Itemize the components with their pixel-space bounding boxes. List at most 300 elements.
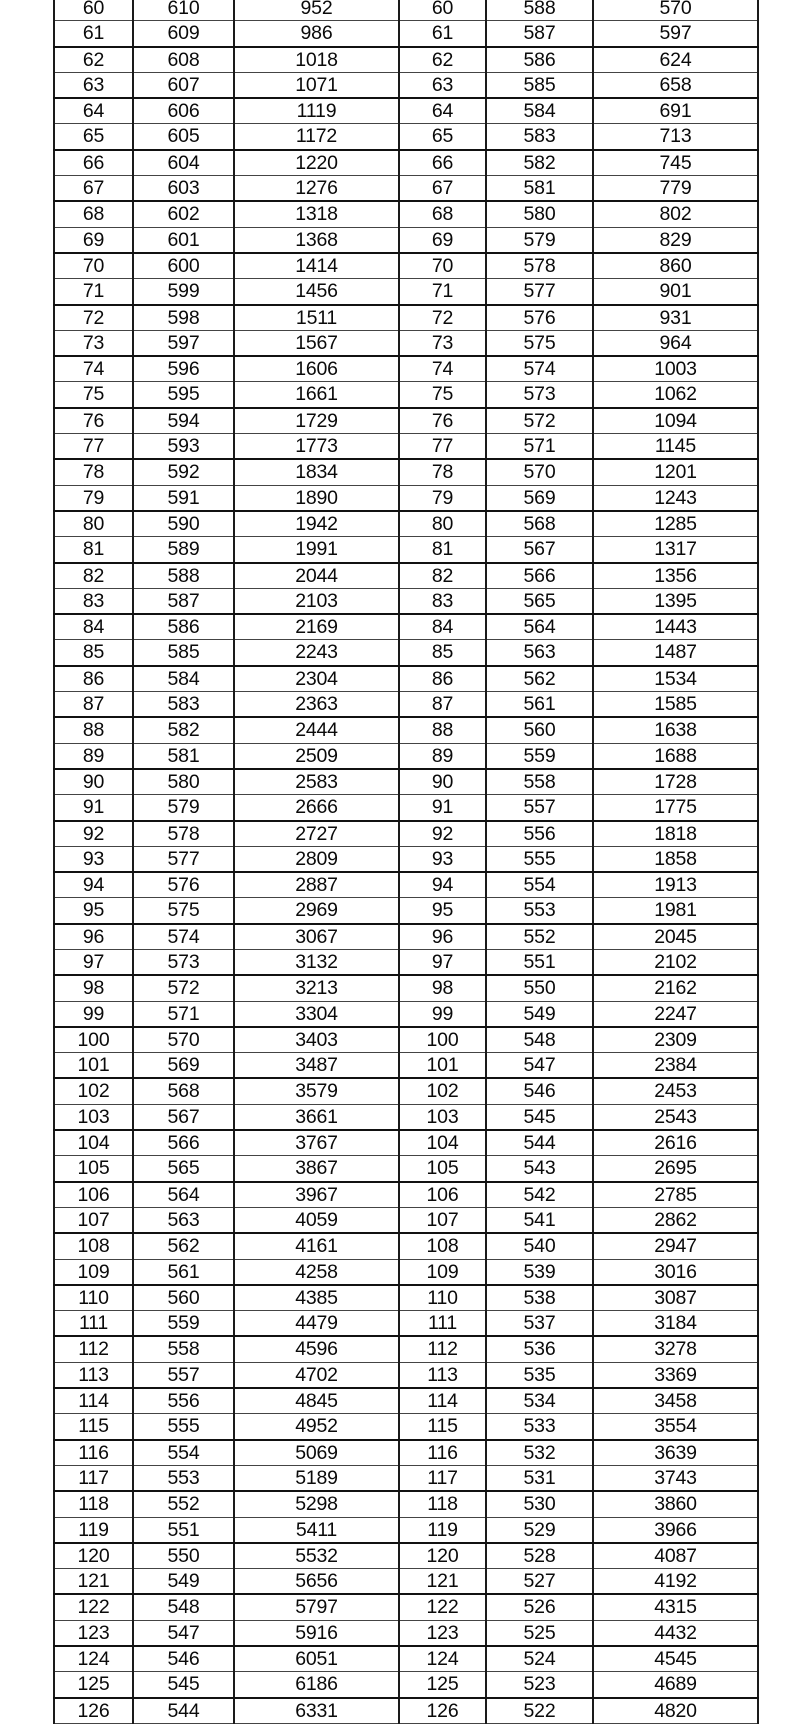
cell-score_left: 548 xyxy=(133,1594,234,1620)
cell-cumulative_right: 624 xyxy=(593,47,758,73)
cell-rank_right: 104 xyxy=(399,1130,486,1156)
cell-rank_left: 117 xyxy=(54,1465,133,1491)
cell-rank_left: 106 xyxy=(54,1182,133,1208)
table-row xyxy=(54,1027,758,1053)
cell-rank_right: 112 xyxy=(399,1336,486,1362)
cell-rank_left: 110 xyxy=(54,1285,133,1311)
table-row xyxy=(54,666,758,692)
cell-cumulative_right: 2453 xyxy=(593,1078,758,1104)
cell-rank_right: 83 xyxy=(399,588,486,614)
table-row xyxy=(54,1362,758,1388)
cell-rank_left: 71 xyxy=(54,279,133,305)
cell-score_right: 556 xyxy=(486,821,593,847)
cell-cumulative_right: 658 xyxy=(593,72,758,98)
table-row xyxy=(54,949,758,975)
cell-rank_left: 102 xyxy=(54,1078,133,1104)
cell-cumulative_right: 1858 xyxy=(593,846,758,872)
cell-rank_left: 81 xyxy=(54,537,133,563)
cell-rank_right: 126 xyxy=(399,1698,486,1724)
cell-score_right: 567 xyxy=(486,537,593,563)
cell-cumulative_right: 1775 xyxy=(593,795,758,821)
cell-score_right: 574 xyxy=(486,356,593,382)
cell-rank_right: 122 xyxy=(399,1594,486,1620)
table-row xyxy=(54,21,758,47)
cell-rank_right: 86 xyxy=(399,666,486,692)
cell-cumulative_right: 1443 xyxy=(593,614,758,640)
cell-cumulative_left: 2509 xyxy=(234,743,399,769)
cell-score_left: 563 xyxy=(133,1207,234,1233)
cell-rank_right: 105 xyxy=(399,1156,486,1182)
cell-rank_right: 79 xyxy=(399,485,486,511)
cell-rank_right: 78 xyxy=(399,459,486,485)
cell-rank_right: 63 xyxy=(399,72,486,98)
cell-rank_left: 89 xyxy=(54,743,133,769)
cell-score_left: 569 xyxy=(133,1053,234,1079)
cell-score_left: 581 xyxy=(133,743,234,769)
cell-score_right: 530 xyxy=(486,1491,593,1517)
cell-cumulative_right: 2102 xyxy=(593,949,758,975)
table-row xyxy=(54,124,758,150)
table-row xyxy=(54,1285,758,1311)
cell-rank_left: 79 xyxy=(54,485,133,511)
cell-score_left: 586 xyxy=(133,614,234,640)
cell-rank_left: 116 xyxy=(54,1440,133,1466)
cell-cumulative_left: 5797 xyxy=(234,1594,399,1620)
cell-rank_right: 73 xyxy=(399,330,486,356)
cell-rank_right: 80 xyxy=(399,511,486,537)
table-row xyxy=(54,356,758,382)
cell-score_right: 575 xyxy=(486,330,593,356)
cell-cumulative_right: 745 xyxy=(593,150,758,176)
cell-score_left: 547 xyxy=(133,1620,234,1646)
table-row xyxy=(54,150,758,176)
cell-cumulative_right: 1534 xyxy=(593,666,758,692)
cell-cumulative_right: 570 xyxy=(593,0,758,21)
table-row xyxy=(54,821,758,847)
cell-rank_right: 119 xyxy=(399,1517,486,1543)
cell-cumulative_right: 3966 xyxy=(593,1517,758,1543)
cell-rank_right: 96 xyxy=(399,924,486,950)
table-row xyxy=(54,1130,758,1156)
cell-cumulative_right: 1981 xyxy=(593,898,758,924)
cell-rank_right: 114 xyxy=(399,1388,486,1414)
cell-cumulative_right: 1285 xyxy=(593,511,758,537)
cell-cumulative_right: 3639 xyxy=(593,1440,758,1466)
cell-score_right: 569 xyxy=(486,485,593,511)
cell-rank_right: 106 xyxy=(399,1182,486,1208)
cell-score_left: 608 xyxy=(133,47,234,73)
cell-cumulative_right: 2543 xyxy=(593,1104,758,1130)
cell-cumulative_left: 3661 xyxy=(234,1104,399,1130)
cell-rank_left: 77 xyxy=(54,434,133,460)
cell-rank_left: 65 xyxy=(54,124,133,150)
cell-rank_right: 64 xyxy=(399,98,486,124)
cell-cumulative_left: 2169 xyxy=(234,614,399,640)
cell-cumulative_left: 2809 xyxy=(234,846,399,872)
cell-cumulative_right: 779 xyxy=(593,176,758,202)
cell-rank_left: 85 xyxy=(54,640,133,666)
cell-score_right: 527 xyxy=(486,1569,593,1595)
cell-rank_right: 76 xyxy=(399,408,486,434)
cell-rank_right: 94 xyxy=(399,872,486,898)
cell-rank_right: 61 xyxy=(399,21,486,47)
cell-rank_right: 69 xyxy=(399,227,486,253)
table-row xyxy=(54,795,758,821)
cell-cumulative_right: 1003 xyxy=(593,356,758,382)
cell-cumulative_left: 1071 xyxy=(234,72,399,98)
cell-score_right: 538 xyxy=(486,1285,593,1311)
table-row xyxy=(54,898,758,924)
cell-cumulative_left: 3403 xyxy=(234,1027,399,1053)
cell-rank_left: 75 xyxy=(54,382,133,408)
table-body xyxy=(54,0,758,1723)
cell-rank_right: 65 xyxy=(399,124,486,150)
table-row xyxy=(54,563,758,589)
cell-rank_right: 109 xyxy=(399,1259,486,1285)
cell-cumulative_right: 1317 xyxy=(593,537,758,563)
table-row xyxy=(54,279,758,305)
cell-cumulative_right: 597 xyxy=(593,21,758,47)
cell-rank_left: 92 xyxy=(54,821,133,847)
cell-cumulative_right: 1585 xyxy=(593,692,758,718)
cell-rank_right: 74 xyxy=(399,356,486,382)
table-row xyxy=(54,1182,758,1208)
cell-rank_left: 70 xyxy=(54,253,133,279)
cell-score_left: 570 xyxy=(133,1027,234,1053)
cell-score_right: 560 xyxy=(486,717,593,743)
table-row xyxy=(54,1311,758,1337)
cell-rank_right: 90 xyxy=(399,769,486,795)
cell-cumulative_left: 5916 xyxy=(234,1620,399,1646)
cell-score_left: 609 xyxy=(133,21,234,47)
cell-rank_left: 97 xyxy=(54,949,133,975)
score-distribution-table xyxy=(53,0,759,1724)
cell-score_right: 535 xyxy=(486,1362,593,1388)
cell-score_right: 588 xyxy=(486,0,593,21)
cell-score_left: 561 xyxy=(133,1259,234,1285)
table-row xyxy=(54,227,758,253)
cell-rank_right: 82 xyxy=(399,563,486,589)
cell-score_left: 592 xyxy=(133,459,234,485)
cell-cumulative_left: 4385 xyxy=(234,1285,399,1311)
cell-score_left: 552 xyxy=(133,1491,234,1517)
table-row xyxy=(54,1491,758,1517)
cell-score_right: 577 xyxy=(486,279,593,305)
cell-rank_right: 85 xyxy=(399,640,486,666)
cell-rank_left: 91 xyxy=(54,795,133,821)
cell-rank_right: 84 xyxy=(399,614,486,640)
cell-cumulative_left: 1991 xyxy=(234,537,399,563)
cell-score_right: 552 xyxy=(486,924,593,950)
table-row xyxy=(54,98,758,124)
cell-score_left: 606 xyxy=(133,98,234,124)
cell-cumulative_right: 4545 xyxy=(593,1646,758,1672)
cell-cumulative_left: 952 xyxy=(234,0,399,21)
cell-cumulative_right: 2695 xyxy=(593,1156,758,1182)
cell-cumulative_left: 1368 xyxy=(234,227,399,253)
cell-cumulative_right: 964 xyxy=(593,330,758,356)
cell-rank_right: 108 xyxy=(399,1233,486,1259)
cell-cumulative_right: 802 xyxy=(593,201,758,227)
cell-rank_left: 82 xyxy=(54,563,133,589)
cell-cumulative_left: 3067 xyxy=(234,924,399,950)
cell-rank_right: 110 xyxy=(399,1285,486,1311)
cell-cumulative_left: 2969 xyxy=(234,898,399,924)
cell-cumulative_left: 1414 xyxy=(234,253,399,279)
cell-score_left: 604 xyxy=(133,150,234,176)
cell-score_right: 561 xyxy=(486,692,593,718)
cell-rank_left: 123 xyxy=(54,1620,133,1646)
cell-rank_right: 66 xyxy=(399,150,486,176)
cell-cumulative_right: 2616 xyxy=(593,1130,758,1156)
cell-rank_left: 84 xyxy=(54,614,133,640)
table-row xyxy=(54,1569,758,1595)
cell-score_left: 601 xyxy=(133,227,234,253)
cell-rank_right: 81 xyxy=(399,537,486,563)
cell-score_left: 607 xyxy=(133,72,234,98)
table-row xyxy=(54,1053,758,1079)
table-row xyxy=(54,1698,758,1724)
cell-rank_left: 86 xyxy=(54,666,133,692)
cell-cumulative_left: 2044 xyxy=(234,563,399,589)
cell-cumulative_right: 3016 xyxy=(593,1259,758,1285)
cell-cumulative_left: 2103 xyxy=(234,588,399,614)
cell-score_left: 595 xyxy=(133,382,234,408)
cell-score_left: 590 xyxy=(133,511,234,537)
cell-cumulative_right: 713 xyxy=(593,124,758,150)
cell-rank_left: 74 xyxy=(54,356,133,382)
cell-score_right: 584 xyxy=(486,98,593,124)
cell-rank_left: 66 xyxy=(54,150,133,176)
table-row xyxy=(54,1543,758,1569)
cell-rank_left: 115 xyxy=(54,1414,133,1440)
cell-rank_left: 87 xyxy=(54,692,133,718)
cell-rank_right: 71 xyxy=(399,279,486,305)
cell-cumulative_left: 6331 xyxy=(234,1698,399,1724)
table-row xyxy=(54,975,758,1001)
cell-cumulative_right: 3458 xyxy=(593,1388,758,1414)
cell-score_right: 578 xyxy=(486,253,593,279)
cell-cumulative_right: 1201 xyxy=(593,459,758,485)
cell-score_right: 582 xyxy=(486,150,593,176)
cell-cumulative_right: 2947 xyxy=(593,1233,758,1259)
cell-score_right: 526 xyxy=(486,1594,593,1620)
cell-cumulative_right: 2384 xyxy=(593,1053,758,1079)
cell-cumulative_left: 3867 xyxy=(234,1156,399,1182)
table-row xyxy=(54,614,758,640)
cell-cumulative_left: 1606 xyxy=(234,356,399,382)
cell-score_right: 524 xyxy=(486,1646,593,1672)
cell-rank_left: 103 xyxy=(54,1104,133,1130)
cell-score_right: 522 xyxy=(486,1698,593,1724)
cell-cumulative_left: 1567 xyxy=(234,330,399,356)
table-row xyxy=(54,408,758,434)
table-row xyxy=(54,1672,758,1698)
cell-score_left: 600 xyxy=(133,253,234,279)
table-row xyxy=(54,640,758,666)
cell-score_left: 560 xyxy=(133,1285,234,1311)
cell-cumulative_right: 1688 xyxy=(593,743,758,769)
cell-rank_left: 109 xyxy=(54,1259,133,1285)
cell-score_right: 576 xyxy=(486,305,593,331)
cell-cumulative_right: 3278 xyxy=(593,1336,758,1362)
cell-cumulative_left: 5189 xyxy=(234,1465,399,1491)
cell-rank_left: 126 xyxy=(54,1698,133,1724)
cell-cumulative_left: 1456 xyxy=(234,279,399,305)
cell-score_right: 529 xyxy=(486,1517,593,1543)
cell-score_left: 555 xyxy=(133,1414,234,1440)
cell-score_left: 545 xyxy=(133,1672,234,1698)
cell-rank_right: 95 xyxy=(399,898,486,924)
cell-rank_right: 92 xyxy=(399,821,486,847)
cell-score_left: 594 xyxy=(133,408,234,434)
cell-cumulative_left: 3967 xyxy=(234,1182,399,1208)
cell-cumulative_right: 860 xyxy=(593,253,758,279)
cell-score_right: 532 xyxy=(486,1440,593,1466)
cell-score_right: 573 xyxy=(486,382,593,408)
cell-score_left: 587 xyxy=(133,588,234,614)
cell-rank_right: 77 xyxy=(399,434,486,460)
cell-cumulative_left: 5298 xyxy=(234,1491,399,1517)
cell-cumulative_left: 1834 xyxy=(234,459,399,485)
cell-score_right: 541 xyxy=(486,1207,593,1233)
cell-rank_left: 114 xyxy=(54,1388,133,1414)
cell-score_left: 568 xyxy=(133,1078,234,1104)
table-row xyxy=(54,846,758,872)
cell-score_right: 536 xyxy=(486,1336,593,1362)
cell-rank_left: 73 xyxy=(54,330,133,356)
cell-rank_right: 75 xyxy=(399,382,486,408)
cell-score_left: 567 xyxy=(133,1104,234,1130)
cell-rank_right: 87 xyxy=(399,692,486,718)
cell-score_right: 558 xyxy=(486,769,593,795)
cell-cumulative_right: 1638 xyxy=(593,717,758,743)
cell-cumulative_right: 1395 xyxy=(593,588,758,614)
cell-score_right: 545 xyxy=(486,1104,593,1130)
cell-rank_right: 116 xyxy=(399,1440,486,1466)
cell-cumulative_right: 1913 xyxy=(593,872,758,898)
cell-score_left: 580 xyxy=(133,769,234,795)
cell-cumulative_left: 2304 xyxy=(234,666,399,692)
cell-score_right: 565 xyxy=(486,588,593,614)
table-row xyxy=(54,872,758,898)
cell-cumulative_right: 4315 xyxy=(593,1594,758,1620)
cell-rank_right: 115 xyxy=(399,1414,486,1440)
cell-cumulative_right: 1145 xyxy=(593,434,758,460)
cell-score_right: 543 xyxy=(486,1156,593,1182)
cell-rank_right: 101 xyxy=(399,1053,486,1079)
table-row xyxy=(54,47,758,73)
cell-score_left: 591 xyxy=(133,485,234,511)
cell-cumulative_left: 1942 xyxy=(234,511,399,537)
table-row xyxy=(54,1259,758,1285)
cell-score_left: 582 xyxy=(133,717,234,743)
cell-cumulative_left: 4059 xyxy=(234,1207,399,1233)
cell-cumulative_left: 5069 xyxy=(234,1440,399,1466)
cell-score_right: 557 xyxy=(486,795,593,821)
cell-score_left: 577 xyxy=(133,846,234,872)
cell-rank_right: 103 xyxy=(399,1104,486,1130)
cell-rank_right: 125 xyxy=(399,1672,486,1698)
cell-rank_left: 120 xyxy=(54,1543,133,1569)
cell-cumulative_right: 3860 xyxy=(593,1491,758,1517)
table-row xyxy=(54,485,758,511)
cell-rank_right: 88 xyxy=(399,717,486,743)
cell-cumulative_right: 829 xyxy=(593,227,758,253)
cell-cumulative_left: 5532 xyxy=(234,1543,399,1569)
cell-cumulative_left: 2363 xyxy=(234,692,399,718)
cell-cumulative_right: 4087 xyxy=(593,1543,758,1569)
cell-cumulative_left: 1890 xyxy=(234,485,399,511)
cell-score_right: 537 xyxy=(486,1311,593,1337)
cell-rank_right: 100 xyxy=(399,1027,486,1053)
cell-cumulative_right: 2309 xyxy=(593,1027,758,1053)
cell-rank_left: 121 xyxy=(54,1569,133,1595)
cell-score_left: 574 xyxy=(133,924,234,950)
cell-score_right: 583 xyxy=(486,124,593,150)
cell-rank_left: 80 xyxy=(54,511,133,537)
cell-cumulative_left: 3132 xyxy=(234,949,399,975)
cell-cumulative_left: 3767 xyxy=(234,1130,399,1156)
cell-rank_left: 98 xyxy=(54,975,133,1001)
cell-cumulative_right: 3369 xyxy=(593,1362,758,1388)
cell-score_left: 583 xyxy=(133,692,234,718)
cell-rank_right: 89 xyxy=(399,743,486,769)
table-row xyxy=(54,72,758,98)
cell-score_left: 579 xyxy=(133,795,234,821)
cell-cumulative_left: 4702 xyxy=(234,1362,399,1388)
cell-rank_left: 83 xyxy=(54,588,133,614)
cell-cumulative_right: 2162 xyxy=(593,975,758,1001)
table-row xyxy=(54,924,758,950)
table-row xyxy=(54,1104,758,1130)
cell-rank_left: 78 xyxy=(54,459,133,485)
cell-cumulative_right: 2785 xyxy=(593,1182,758,1208)
table-row xyxy=(54,1594,758,1620)
cell-score_right: 562 xyxy=(486,666,593,692)
cell-rank_left: 94 xyxy=(54,872,133,898)
cell-cumulative_right: 1487 xyxy=(593,640,758,666)
cell-score_right: 586 xyxy=(486,47,593,73)
cell-score_right: 568 xyxy=(486,511,593,537)
table-row xyxy=(54,588,758,614)
cell-cumulative_left: 5411 xyxy=(234,1517,399,1543)
cell-score_left: 565 xyxy=(133,1156,234,1182)
cell-score_left: 562 xyxy=(133,1233,234,1259)
cell-rank_left: 125 xyxy=(54,1672,133,1698)
cell-rank_left: 63 xyxy=(54,72,133,98)
cell-score_right: 546 xyxy=(486,1078,593,1104)
cell-score_right: 570 xyxy=(486,459,593,485)
cell-score_right: 544 xyxy=(486,1130,593,1156)
cell-cumulative_right: 691 xyxy=(593,98,758,124)
cell-cumulative_left: 2887 xyxy=(234,872,399,898)
cell-score_left: 576 xyxy=(133,872,234,898)
cell-score_right: 564 xyxy=(486,614,593,640)
cell-score_right: 587 xyxy=(486,21,593,47)
cell-score_left: 597 xyxy=(133,330,234,356)
cell-score_right: 559 xyxy=(486,743,593,769)
table-row xyxy=(54,1620,758,1646)
cell-score_right: 534 xyxy=(486,1388,593,1414)
cell-cumulative_left: 2727 xyxy=(234,821,399,847)
cell-rank_right: 117 xyxy=(399,1465,486,1491)
cell-rank_left: 104 xyxy=(54,1130,133,1156)
cell-score_right: 571 xyxy=(486,434,593,460)
table-row xyxy=(54,253,758,279)
cell-score_right: 523 xyxy=(486,1672,593,1698)
cell-cumulative_left: 986 xyxy=(234,21,399,47)
